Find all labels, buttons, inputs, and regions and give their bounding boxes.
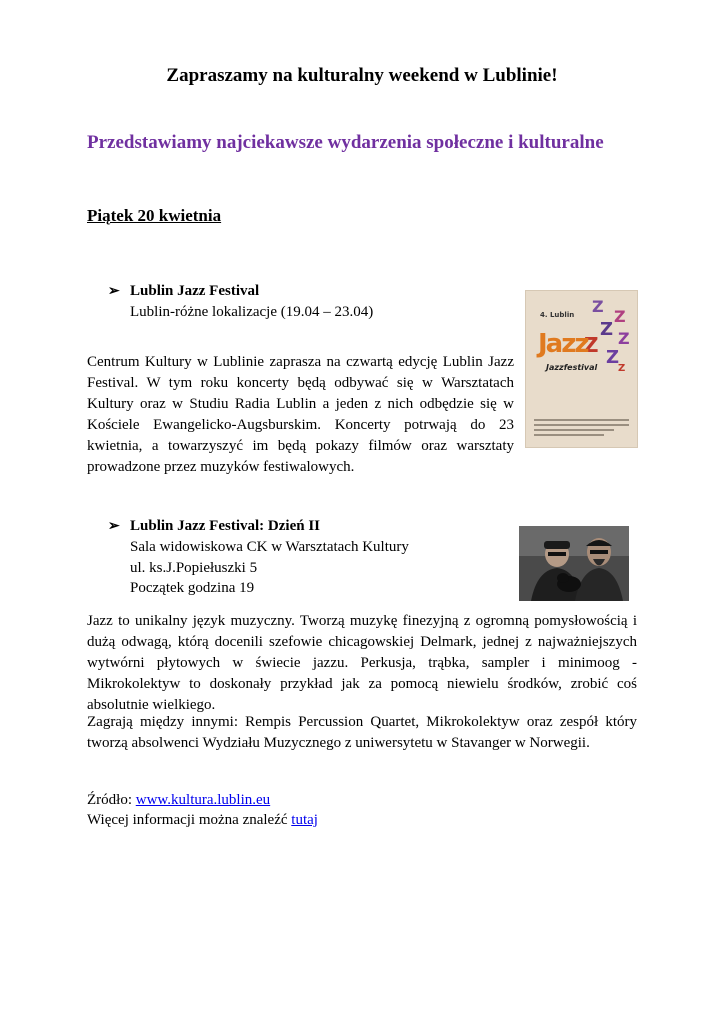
festival-poster-image: 4. Lublin Z Z Z Z Z Z Jazz Jazzfestival Z	[525, 290, 638, 448]
event-1-description: Centrum Kultury w Lublinie zaprasza na czwartą edycję Lublin Jazz Festival. W tym roku koncerty będą odbywać się w Warsztatach Kultury oraz w Studiu Radia Lublin a jeden z nich odbędzie się w Kościele Ewangelicko-Augsburskim. Koncerty potrwają do 23 kwietnia, a towarzyszyć im będą pokazy filmów oraz warsztaty prowadzone przez muzyków festiwalowych.	[87, 354, 514, 475]
source-link[interactable]: www.kultura.lublin.eu	[135, 792, 271, 808]
arrow-bullet-icon: ➢	[108, 519, 120, 534]
event-2-name: Lublin Jazz Festival: Dzień II	[130, 518, 320, 534]
event-2-venue: Sala widowiskowa CK w Warsztatach Kultury	[130, 539, 409, 555]
event-1-location: Lublin-różne lokalizacje (19.04 – 23.04)	[130, 304, 374, 320]
event-2-description-paragraph-1: Jazz to unikalny język muzyczny. Tworzą muzykę finezyjną z ogromną pomysłowością i dużą odwagą, którą docenili szefowie chicagowskiej Delmark, jednej z najważniejszych wytwórni płytowych w świecie jazzu. Perkusja, trąbka, sampler i minimoog - Mikrokolektyw to doskonały przykład jak za pomocą niewielu środków, zrobić coś absolutnie wielkiego.	[87, 613, 637, 713]
event-1-title-line	[108, 281, 259, 302]
source-line	[87, 790, 270, 810]
band-photo-drawing	[519, 526, 629, 601]
arrow-bullet-icon: ➢	[108, 284, 120, 299]
event-2-address: ul. ks.J.Popiełuszki 5	[130, 560, 258, 576]
event-2-description-paragraph-2: Zagrają między innymi: Rempis Percussion Quartet, Mikrokolektyw oraz zespół który tworzą absolwenci Wydziału Muzycznego z uniwersytetu w Stavanger w Norwegii.	[87, 714, 637, 751]
day-heading: Piątek 20 kwietnia	[87, 206, 222, 225]
event-2-start-time: Początek godzina 19	[130, 580, 255, 596]
poster-lettering-main: Jazz	[538, 329, 588, 359]
poster-lettering-sub: Jazzfestival	[546, 363, 598, 372]
poster-lettering-top: 4. Lublin	[540, 311, 575, 319]
page-subtitle: Przedstawiamy najciekawsze wydarzenia społeczne i kulturalne	[87, 132, 604, 153]
page-title: Zapraszamy na kulturalny weekend w Lublinie!	[166, 65, 558, 86]
event-1-name: Lublin Jazz Festival	[130, 283, 260, 299]
band-photo-image	[519, 526, 629, 601]
more-info-link[interactable]: tutaj	[291, 812, 318, 828]
event-2-title-line	[108, 516, 320, 537]
source-label: Źródło:	[87, 792, 136, 808]
more-info-line	[87, 810, 318, 830]
more-info-label: Więcej informacji można znaleźć	[87, 812, 292, 828]
